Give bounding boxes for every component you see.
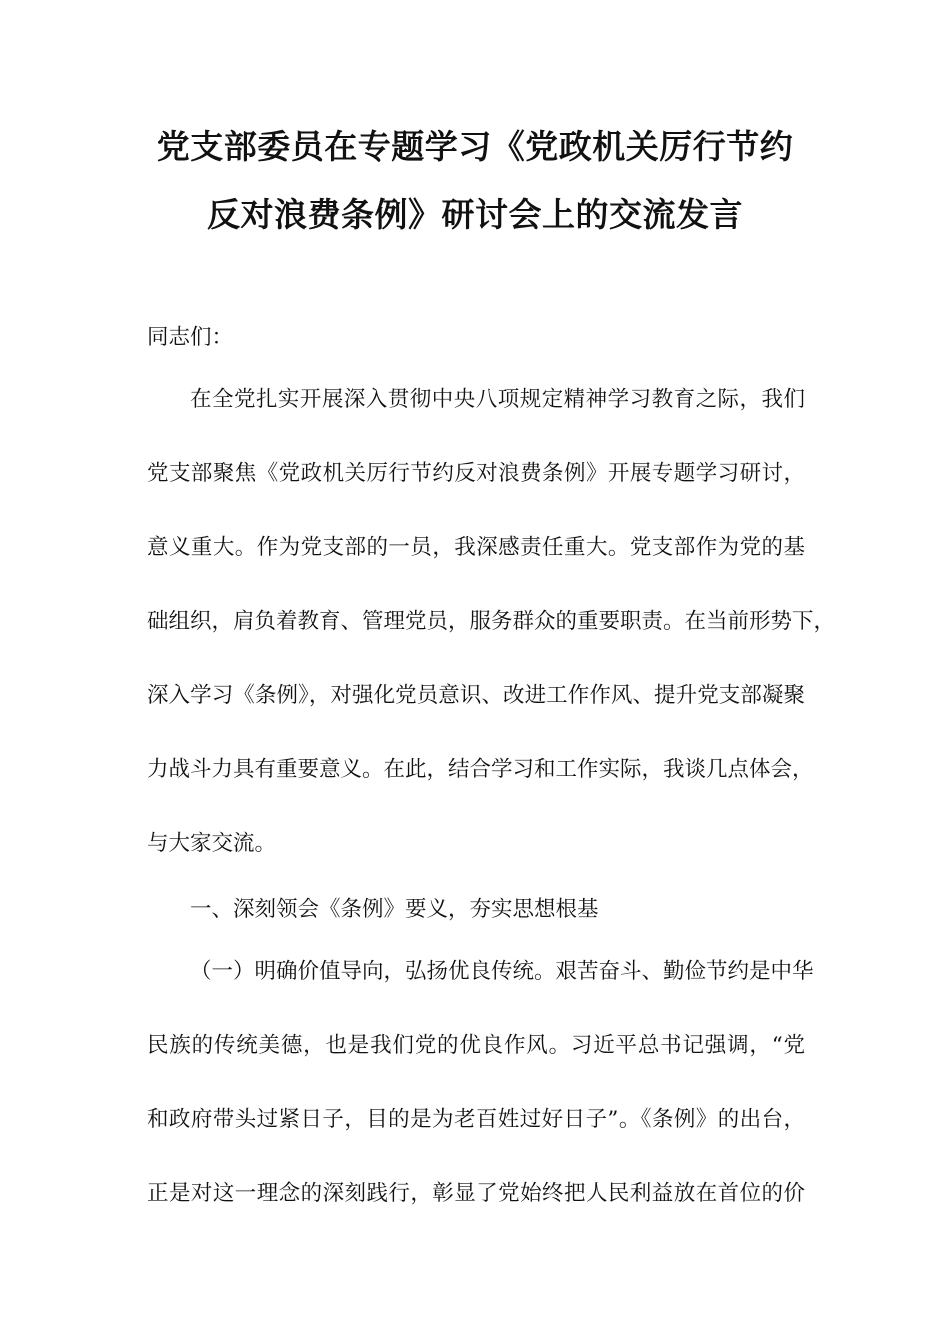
salutation: 同志们： <box>147 325 234 350</box>
document-title-line-1: 党支部委员在专题学习《党政机关厉行节约 <box>156 127 794 166</box>
paragraph-line: 在全党扎实开展深入贯彻中央八项规定精神学习教育之际，我们 <box>190 387 805 412</box>
paragraph-line: 正是对这一理念的深刻践行，彰显了党始终把人民利益放在首位的价 <box>147 1181 805 1206</box>
paragraph-line: 础组织，肩负着教育、管理党员，服务群众的重要职责。在当前形势下， <box>147 609 836 634</box>
paragraph-line: 深入学习《条例》，对强化党员意识、改进工作作风、提升党支部凝聚 <box>147 683 805 708</box>
paragraph-line: 意义重大。作为党支部的一员，我深感责任重大。党支部作为党的基 <box>147 535 805 560</box>
paragraph-line: 和政府带头过紧日子，目的是为老百姓过好日子”。《条例》的出台， <box>147 1107 805 1132</box>
paragraph-line: 党支部聚焦《党政机关厉行节约反对浪费条例》开展专题学习研讨， <box>147 461 805 486</box>
paragraph-line: 与大家交流。 <box>147 831 277 856</box>
section-heading: 一、深刻领会《条例》要义，夯实思想根基 <box>190 897 599 922</box>
paragraph-line: 民族的传统美德，也是我们党的优良作风。习近平总书记强调，“党 <box>147 1033 805 1058</box>
paragraph-line: 力战斗力具有重要意义。在此，结合学习和工作实际，我谈几点体会， <box>147 757 814 782</box>
paragraph-line: （一）明确价值导向，弘扬优良传统。艰苦奋斗、勤俭节约是中华 <box>190 959 814 984</box>
document-title-line-2: 反对浪费条例》研讨会上的交流发言 <box>207 195 743 234</box>
